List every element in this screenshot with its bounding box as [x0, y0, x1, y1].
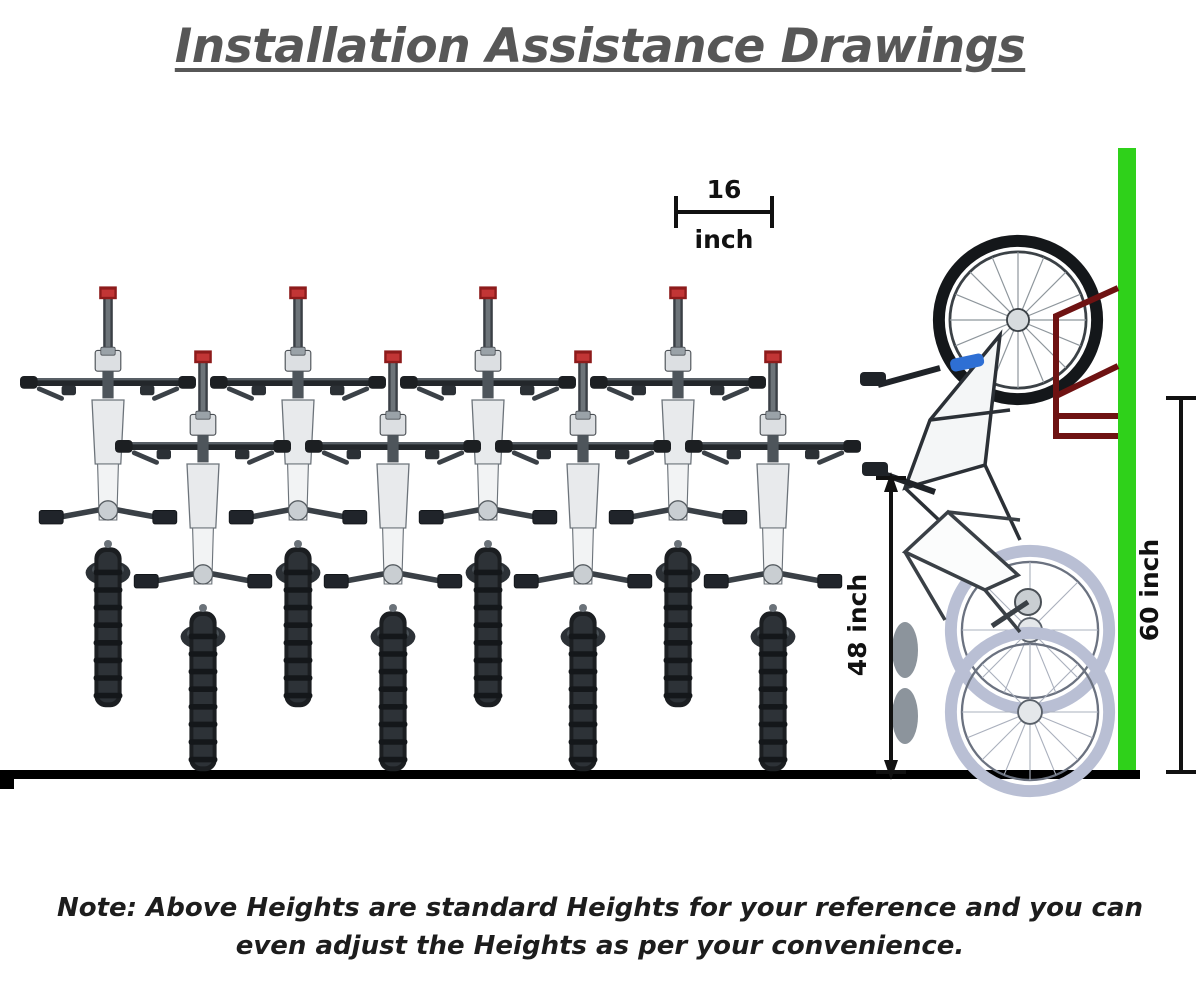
title-bar — [0, 0, 1200, 92]
note-text: Note: Above Heights are standard Heights for your reference and you can even adjust the Heights as per your convenience. — [56, 893, 1144, 961]
dimension-60-label: 60 inch — [1135, 538, 1164, 642]
note-block — [0, 890, 1200, 965]
wall — [1118, 148, 1136, 773]
front-view-bike-row — [20, 286, 861, 771]
page-title: Installation Assistance Drawings — [174, 18, 1026, 74]
installation-drawing — [0, 120, 1200, 800]
side-view-hung-bikes — [860, 241, 1118, 791]
dimension-16-value: 16 — [706, 175, 742, 204]
floor-line — [0, 770, 1140, 789]
dimension-48-label: 48 inch — [843, 573, 872, 677]
dimension-16-inch — [676, 175, 772, 254]
dimension-60-inch — [1135, 398, 1196, 772]
upper-bike-frame — [860, 335, 1020, 540]
dimension-16-unit: inch — [694, 225, 754, 254]
